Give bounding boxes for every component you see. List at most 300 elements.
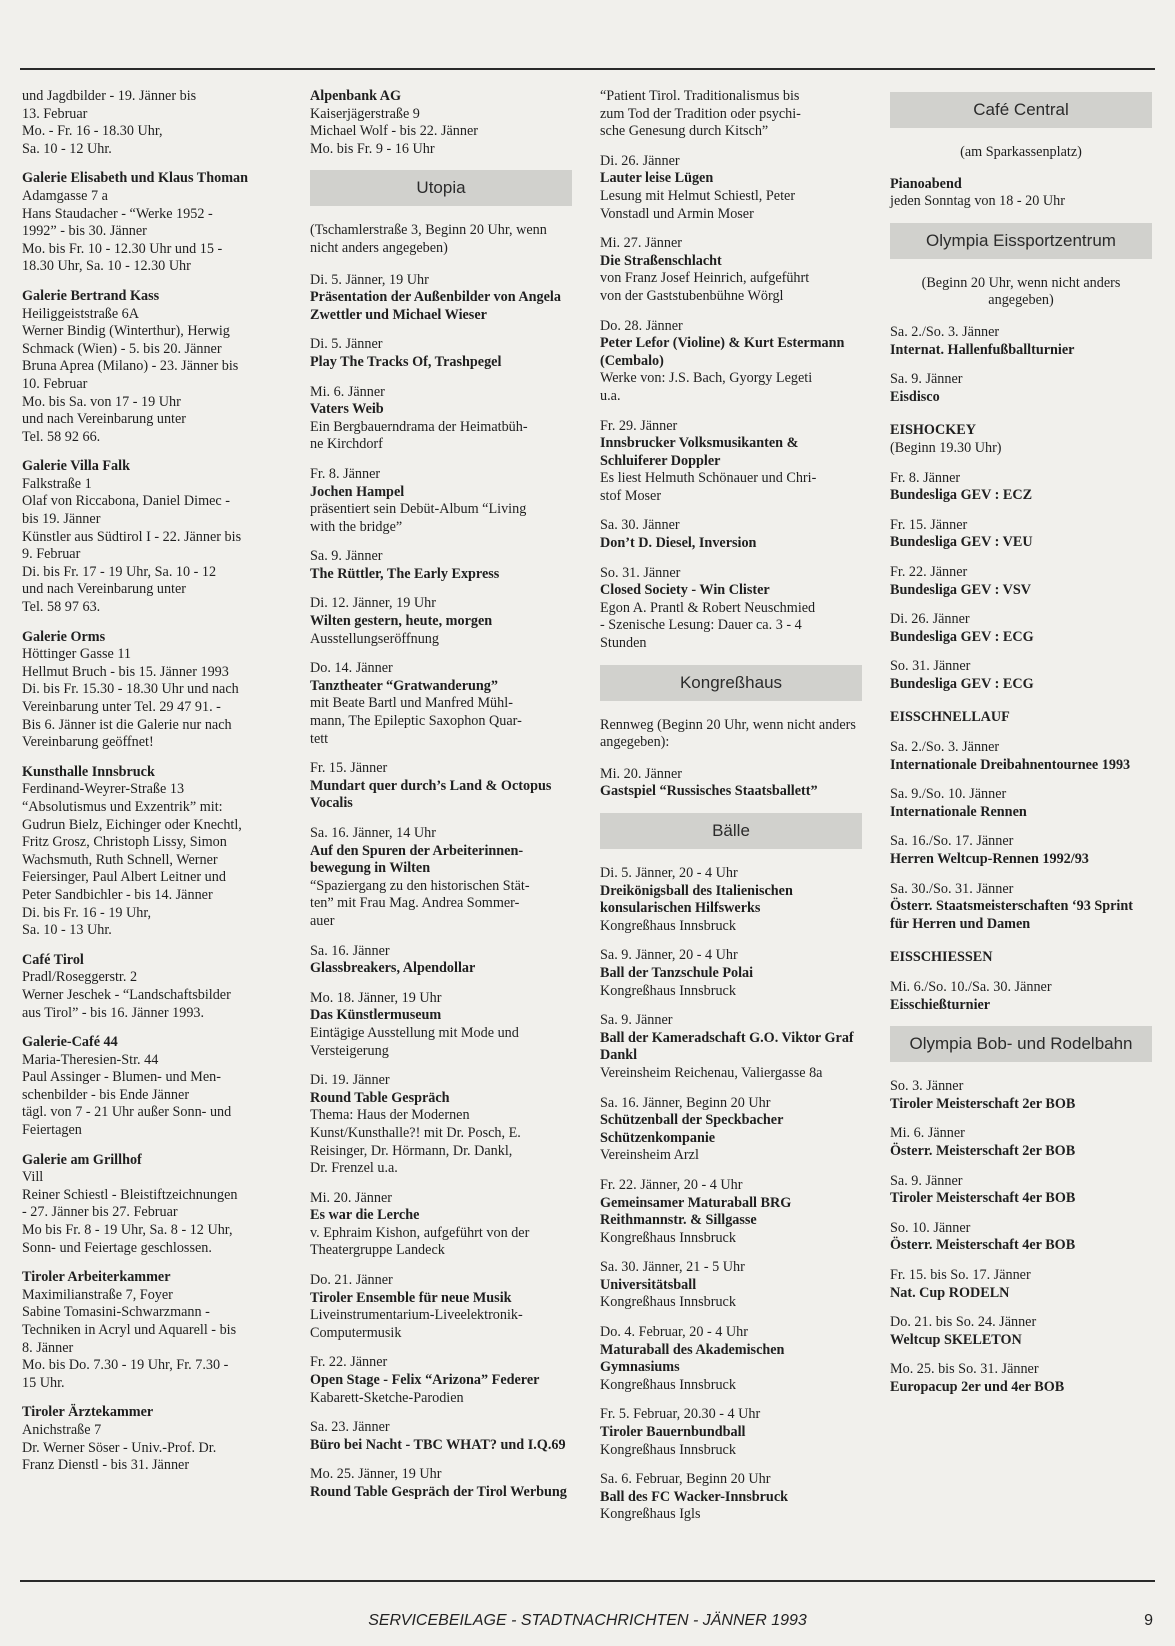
- column-utopia: [310, 88, 572, 1514]
- entry-line: Anichstraße 7: [22, 1421, 102, 1438]
- entry-title: Ball des FC Wacker-Innsbruck: [600, 1488, 789, 1505]
- entry-line: Künstler aus Südtirol I - 22. Jänner bis: [22, 528, 242, 545]
- entry-line: Kongreßhaus Innsbruck: [600, 1441, 736, 1458]
- entry-line: 1992” - bis 30. Jänner: [22, 223, 147, 240]
- entry-line: ten” mit Frau Mag. Andrea Sommer-: [310, 895, 520, 912]
- bottom-rule: [20, 1580, 1155, 1582]
- list-item: [600, 418, 862, 506]
- entry-title: Galerie Orms: [22, 628, 106, 645]
- entry-line: ne Kirchdorf: [310, 436, 383, 453]
- entry-line: Egon A. Prantl & Robert Neuschmied: [600, 599, 816, 616]
- entry-line: zum Tod der Tradition oder psychi-: [600, 105, 801, 122]
- list-item: [890, 979, 1152, 1014]
- list-item: [890, 1078, 1152, 1113]
- entry-date: Do. 4. Februar, 20 - 4 Uhr: [600, 1324, 748, 1341]
- section-header-utopia: Utopia: [310, 170, 572, 206]
- entry-line: Werke von: J.S. Bach, Gyorgy Legeti: [600, 370, 813, 387]
- entry-title: Präsentation der Außenbilder von Angela Zwettler und Michael Wieser: [310, 289, 561, 323]
- entry-title: Alpenbank AG: [310, 88, 402, 104]
- entry-title: Eisdisco: [890, 388, 940, 405]
- entry-line: Kongreßhaus Innsbruck: [600, 982, 736, 999]
- entry-title: Peter Lefor (Violine) & Kurt Estermann (Cembalo): [600, 335, 845, 369]
- entry-title: Dreikönigsball des Italienischen konsularischen Hilfswerks: [600, 882, 793, 917]
- column-kongress-baelle: [600, 88, 862, 1536]
- list-item: [310, 1072, 572, 1178]
- entry-line: schenbilder - bis Ende Jänner: [22, 1086, 190, 1103]
- entry-date: Fr. 22. Jänner, 20 - 4 Uhr: [600, 1176, 743, 1193]
- entry-line: 10. Februar: [22, 375, 88, 392]
- list-item: [890, 371, 1152, 406]
- list-item: [600, 1012, 862, 1082]
- entry-title: Innsbrucker Volksmusikanten & Schluiferer Doppler: [600, 435, 799, 469]
- entry-title: Bundesliga GEV : VEU: [890, 534, 1033, 551]
- entry-line: v. Ephraim Kishon, aufgeführt von der: [310, 1224, 530, 1241]
- entry-line: Mo. bis Do. 7.30 - 19 Uhr, Fr. 7.30 -: [22, 1357, 229, 1374]
- list-item: [22, 952, 284, 1022]
- entry-date: Sa. 2./So. 3. Jänner: [890, 739, 1000, 756]
- entry-title: Tiroler Bauernbundball: [600, 1424, 746, 1441]
- list-item: [890, 1361, 1152, 1396]
- entry-line: Peter Sandbichler - bis 14. Jänner: [22, 886, 213, 903]
- entry-line: sche Genesung durch Kitsch”: [600, 123, 769, 140]
- entry-date: Fr. 15. Jänner: [890, 516, 968, 533]
- list-item: [310, 1419, 572, 1454]
- entry-line: tägl. von 7 - 21 Uhr außer Sonn- und: [22, 1104, 232, 1121]
- entry-line: Michael Wolf - bis 22. Jänner: [310, 123, 479, 140]
- entry-title: Vaters Weib: [310, 401, 384, 418]
- entry-date: So. 10. Jänner: [890, 1219, 971, 1236]
- entry-title: Galerie Bertrand Kass: [22, 287, 160, 304]
- entry-line: Höttinger Gasse 11: [22, 646, 132, 663]
- list-item: [600, 1471, 862, 1524]
- entry-line: Vill: [22, 1169, 44, 1186]
- entry-line: auer: [310, 912, 335, 929]
- entry-date: Sa. 23. Jänner: [310, 1419, 390, 1436]
- list-item: [22, 88, 284, 158]
- entry-line: Feiertagen: [22, 1122, 82, 1139]
- entry-line: 15 Uhr.: [22, 1374, 65, 1391]
- entry-line: Liveinstrumentarium-Liveelektronik-: [310, 1307, 523, 1324]
- eishockey-note: (Beginn 19.30 Uhr): [890, 439, 1002, 456]
- entry-line: Sonn- und Feiertage geschlossen.: [22, 1239, 212, 1256]
- entry-line: - 27. Jänner bis 27. Februar: [22, 1204, 178, 1221]
- entry-date: Do. 28. Jänner: [600, 317, 683, 334]
- entry-line: von der Gaststubenbühne Wörgl: [600, 287, 784, 304]
- entry-title: Galerie Elisabeth und Klaus Thoman: [22, 170, 249, 187]
- entry-date: Sa. 16. Jänner, Beginn 20 Uhr: [600, 1094, 771, 1111]
- eisschiessen-title: EISSCHIESSEN: [890, 949, 993, 966]
- entry-line: Falkstraße 1: [22, 475, 92, 492]
- entry-date: Mo. 25. bis So. 31. Jänner: [890, 1361, 1039, 1378]
- entry-line: Stunden: [600, 635, 647, 652]
- entry-date: Sa. 9. Jänner: [310, 548, 383, 565]
- entry-title: Büro bei Nacht - TBC WHAT? und I.Q.69: [310, 1436, 566, 1453]
- entry-title: Jochen Hampel: [310, 483, 405, 500]
- entry-title: Gastspiel “Russisches Staatsballett”: [600, 783, 818, 800]
- entry-date: Do. 21. bis So. 24. Jänner: [890, 1314, 1037, 1331]
- footer-text: SERVICEBEILAGE - STADTNACHRICHTEN - JÄNNER 1993: [368, 1612, 807, 1629]
- entry-title: Mundart quer durch’s Land & Octopus Vocalis: [310, 777, 552, 812]
- entry-date: Fr. 8. Jänner: [310, 465, 381, 482]
- entry-line: und nach Vereinbarung unter: [22, 581, 187, 598]
- entry-title: Universitätsball: [600, 1276, 697, 1293]
- list-item: [22, 629, 284, 752]
- list-item: [890, 564, 1152, 599]
- list-item: [310, 1354, 572, 1407]
- entry-title: Österr. Meisterschaft 4er BOB: [890, 1237, 1076, 1254]
- entry-date: Mi. 6./So. 10./Sa. 30. Jänner: [890, 979, 1052, 995]
- list-item: [890, 739, 1152, 774]
- entry-title: Schützenball der Speckbacher Schützenkompanie: [600, 1112, 784, 1146]
- list-item: [310, 660, 572, 748]
- entry-line: Vereinsheim Reichenau, Valiergasse 8a: [600, 1064, 823, 1081]
- list-item: [890, 611, 1152, 646]
- entry-title: Round Table Gespräch: [310, 1089, 450, 1106]
- entry-line: 13. Februar: [22, 105, 88, 122]
- entry-line: Di. bis Fr. 17 - 19 Uhr, Sa. 10 - 12: [22, 563, 217, 580]
- list-item: [890, 1267, 1152, 1302]
- entry-line: Bruna Aprea (Milano) - 23. Jänner bis: [22, 358, 239, 375]
- list-item: [600, 766, 862, 801]
- entry-title: Lauter leise Lügen: [600, 170, 714, 187]
- entry-date: Sa. 6. Februar, Beginn 20 Uhr: [600, 1471, 771, 1488]
- entry-line: Sabine Tomasini-Schwarzmann -: [22, 1304, 210, 1321]
- entry-title: Tanztheater “Gratwanderung”: [310, 677, 498, 694]
- entry-date: Mi. 6. Jänner: [310, 383, 385, 400]
- entry-line: Reisinger, Dr. Hörmann, Dr. Dankl,: [310, 1142, 513, 1159]
- entry-line: Hellmut Bruch - bis 15. Jänner 1993: [22, 663, 229, 680]
- entry-line: 18.30 Uhr, Sa. 10 - 12.30 Uhr: [22, 258, 191, 275]
- entry-line: Kongreßhaus Innsbruck: [600, 1229, 736, 1246]
- entry-title: Closed Society - Win Clister: [600, 582, 770, 599]
- list-item: [600, 235, 862, 305]
- column-sport: [890, 88, 1152, 1409]
- entry-line: stof Moser: [600, 487, 662, 504]
- entry-line: Kaiserjägerstraße 9: [310, 105, 420, 122]
- list-item: [600, 1259, 862, 1312]
- entry-line: von Franz Josef Heinrich, aufgeführt: [600, 270, 810, 287]
- list-item: [600, 517, 862, 552]
- list-item: [890, 881, 1152, 934]
- list-item: [890, 1314, 1152, 1349]
- entry-line: Adamgasse 7 a: [22, 187, 108, 204]
- entry-title: Eisschießturnier: [890, 996, 991, 1013]
- entry-title: Es war die Lerche: [310, 1207, 420, 1224]
- entry-title: Kunsthalle Innsbruck: [22, 763, 155, 780]
- entry-title: Bundesliga GEV : VSV: [890, 581, 1032, 598]
- entry-date: Sa. 30. Jänner, 21 - 5 Uhr: [600, 1259, 745, 1276]
- entry-line: Werner Jeschek - “Landschaftsbilder: [22, 986, 231, 1003]
- entry-line: Sa. 10 - 13 Uhr.: [22, 922, 112, 939]
- list-item: [22, 764, 284, 940]
- entry-line: Di. bis Fr. 15.30 - 18.30 Uhr und nach: [22, 681, 239, 698]
- entry-date: Di. 19. Jänner: [310, 1072, 390, 1089]
- list-item: [310, 548, 572, 583]
- entry-title: Gemeinsamer Maturaball BRG Reithmannstr. & Sillgasse: [600, 1194, 792, 1229]
- entry-date: So. 31. Jänner: [890, 658, 971, 675]
- entry-date: Mi. 20. Jänner: [600, 765, 682, 782]
- entry-line: “Absolutismus und Exzentrik” mit:: [22, 798, 223, 815]
- entry-date: Sa. 9. Jänner, 20 - 4 Uhr: [600, 947, 738, 964]
- entry-title: Don’t D. Diesel, Inversion: [600, 535, 757, 552]
- list-item: [600, 1177, 862, 1247]
- entry-title: Open Stage - Felix “Arizona” Federer: [310, 1372, 540, 1389]
- kongress-note: Rennweg (Beginn 20 Uhr, wenn nicht anders angegeben):: [600, 716, 856, 751]
- list-item: [890, 833, 1152, 868]
- entry-title: The Rüttler, The Early Express: [310, 565, 500, 582]
- utopia-note: (Tschamlerstraße 3, Beginn 20 Uhr, wenn nicht anders angegeben): [310, 222, 547, 256]
- list-item: [310, 1190, 572, 1260]
- entry-title: Ball der Tanzschule Polai: [600, 964, 754, 981]
- entry-line: Heiliggeiststraße 6A: [22, 305, 140, 322]
- list-item: [600, 318, 862, 406]
- entry-title: Tiroler Arbeiterkammer: [22, 1269, 171, 1286]
- section-header-bob: Olympia Bob- und Rodelbahn: [890, 1026, 1152, 1062]
- entry-title: Bundesliga GEV : ECG: [890, 675, 1034, 692]
- list-item: [600, 865, 862, 935]
- entry-line: Ausstellungseröffnung: [310, 630, 439, 647]
- entry-line: Mo bis Fr. 8 - 19 Uhr, Sa. 8 - 12 Uhr,: [22, 1222, 233, 1239]
- entry-line: präsentiert sein Debüt-Album “Living: [310, 501, 527, 518]
- entry-title: Weltcup SKELETON: [890, 1331, 1022, 1348]
- list-item: [310, 272, 572, 325]
- entry-line: “Patient Tirol. Traditionalismus bis: [600, 88, 800, 104]
- list-item: [600, 153, 862, 223]
- entry-date: Fr. 22. Jänner: [310, 1354, 388, 1371]
- entry-line: Thema: Haus der Modernen: [310, 1107, 470, 1124]
- entry-title: Die Straßenschlacht: [600, 252, 722, 269]
- entry-title: Tiroler Ensemble für neue Musik: [310, 1289, 512, 1306]
- entry-line: Theatergruppe Landeck: [310, 1242, 445, 1259]
- entry-title: Bundesliga GEV : ECZ: [890, 487, 1033, 504]
- entry-line: Maria-Theresien-Str. 44: [22, 1051, 159, 1068]
- entry-date: So. 3. Jänner: [890, 1078, 964, 1095]
- list-item: [890, 470, 1152, 505]
- list-item: [600, 1095, 862, 1165]
- entry-title: Round Table Gespräch der Tirol Werbung: [310, 1484, 567, 1500]
- entry-date: Sa. 30. Jänner: [600, 517, 680, 534]
- entry-line: Bis 6. Jänner ist die Galerie nur nach: [22, 716, 232, 733]
- entry-line: Fritz Grosz, Christoph Lissy, Simon: [22, 834, 227, 851]
- entry-line: Kongreßhaus Innsbruck: [600, 1294, 736, 1311]
- entry-date: Sa. 16./So. 17. Jänner: [890, 833, 1014, 850]
- entry-line: Reiner Schiestl - Bleistiftzeichnungen: [22, 1186, 238, 1203]
- entry-line: Werner Bindig (Winterthur), Herwig: [22, 323, 230, 340]
- section-header-cafe-central: Café Central: [890, 92, 1152, 128]
- list-item: [22, 1152, 284, 1258]
- entry-line: 8. Jänner: [22, 1339, 74, 1356]
- entry-line: Tel. 58 92 66.: [22, 428, 101, 445]
- entry-title: Herren Weltcup-Rennen 1992/93: [890, 851, 1089, 868]
- entry-line: Vereinbarung unter Tel. 29 47 91. -: [22, 699, 221, 715]
- top-rule: [20, 68, 1155, 70]
- entry-line: Dr. Frenzel u.a.: [310, 1160, 398, 1177]
- entry-date: Sa. 9. Jänner: [890, 371, 963, 388]
- entry-line: Feiersinger, Paul Albert Leitner und: [22, 869, 226, 886]
- entry-line: Es liest Helmuth Schönauer und Chri-: [600, 470, 817, 487]
- entry-line: Schmack (Wien) - 5. bis 20. Jänner: [22, 340, 222, 357]
- list-item: [310, 595, 572, 648]
- entry-title: Wilten gestern, heute, morgen: [310, 613, 493, 630]
- entry-line: Franz Dienstl - bis 31. Jänner: [22, 1457, 190, 1474]
- entry-date: Sa. 16. Jänner: [310, 942, 390, 959]
- entry-line: Mo. bis Fr. 9 - 16 Uhr: [310, 140, 435, 157]
- entry-title: Galerie-Café 44: [22, 1034, 118, 1051]
- entry-line: Kunst/Kunsthalle?! mit Dr. Posch, E.: [310, 1124, 521, 1141]
- list-item: [310, 1272, 572, 1342]
- page-number: 9: [1144, 1612, 1153, 1629]
- list-item: [310, 943, 572, 978]
- entry-date: Fr. 5. Februar, 20.30 - 4 Uhr: [600, 1406, 761, 1423]
- entry-line: mit Beate Bartl und Manfred Mühl-: [310, 695, 513, 712]
- list-item: [22, 458, 284, 616]
- section-header-baelle: Bälle: [600, 813, 862, 849]
- entry-date: Do. 14. Jänner: [310, 660, 393, 677]
- entry-line: Maximilianstraße 7, Foyer: [22, 1286, 173, 1303]
- entry-line: Pradl/Roseggerstr. 2: [22, 969, 138, 986]
- entry-date: Fr. 22. Jänner: [890, 563, 968, 580]
- list-item: [890, 1173, 1152, 1208]
- entry-date: So. 31. Jänner: [600, 564, 681, 581]
- entry-title: Europacup 2er und 4er BOB: [890, 1378, 1065, 1395]
- entry-line: Wachsmuth, Ruth Schnell, Werner: [22, 851, 218, 868]
- entry-title: Nat. Cup RODELN: [890, 1284, 1010, 1301]
- entry-date: Sa. 2./So. 3. Jänner: [890, 323, 1000, 340]
- entry-title: Glassbreakers, Alpendollar: [310, 960, 476, 977]
- entry-date: Sa. 16. Jänner, 14 Uhr: [310, 825, 436, 841]
- list-item: [22, 170, 284, 276]
- entry-title: Maturaball des Akademischen Gymnasiums: [600, 1341, 785, 1376]
- entry-title: Auf den Spuren der Arbeiterinnen-bewegung in Wilten: [310, 842, 524, 877]
- list-item: [890, 517, 1152, 552]
- entry-line: Paul Assinger - Blumen- und Men-: [22, 1069, 221, 1086]
- list-item: [22, 1269, 284, 1392]
- entry-date: Mo. 18. Jänner, 19 Uhr: [310, 989, 442, 1006]
- entry-title: Galerie am Grillhof: [22, 1151, 142, 1168]
- entry-title: Tiroler Meisterschaft 2er BOB: [890, 1095, 1076, 1112]
- entry-line: tett: [310, 730, 329, 747]
- entry-title: Österr. Meisterschaft 2er BOB: [890, 1142, 1076, 1159]
- entry-title: Bundesliga GEV : ECG: [890, 628, 1034, 645]
- entry-date: Di. 26. Jänner: [600, 152, 680, 169]
- entry-line: Computermusik: [310, 1324, 402, 1341]
- section-header-kongress: Kongreßhaus: [600, 665, 862, 701]
- entry-line: Mo. bis Sa. von 17 - 19 Uhr: [22, 393, 181, 410]
- column-galleries: [22, 88, 284, 1487]
- entry-line: Sa. 10 - 12 Uhr.: [22, 140, 112, 157]
- list-item: [890, 658, 1152, 693]
- entry-date: Fr. 8. Jänner: [890, 469, 961, 486]
- entry-line: Kongreßhaus Igls: [600, 1506, 701, 1523]
- list-item: [600, 565, 862, 653]
- entry-line: und nach Vereinbarung unter: [22, 411, 187, 428]
- entry-line: Kongreßhaus Innsbruck: [600, 1376, 736, 1393]
- list-item: [310, 1466, 572, 1501]
- list-item: [310, 760, 572, 813]
- entry-date: Sa. 9. Jänner: [600, 1012, 673, 1029]
- entry-date: Sa. 9./So. 10. Jänner: [890, 786, 1007, 803]
- entry-title: Play The Tracks Of, Trashpegel: [310, 353, 502, 370]
- entry-title: Internationale Dreibahnentournee 1993: [890, 756, 1131, 773]
- list-item: [890, 176, 1152, 211]
- entry-date: Di. 5. Jänner, 19 Uhr: [310, 271, 429, 288]
- olympia-note: (Beginn 20 Uhr, wenn nicht anders angegeben): [921, 274, 1121, 309]
- entry-line: Vereinbarung geöffnet!: [22, 734, 154, 751]
- entry-line: with the bridge”: [310, 518, 403, 535]
- list-item: [310, 384, 572, 454]
- entry-line: Di. bis Fr. 16 - 19 Uhr,: [22, 904, 152, 921]
- entry-line: Ferdinand-Weyrer-Straße 13: [22, 781, 185, 798]
- entry-date: Mi. 27. Jänner: [600, 235, 682, 252]
- entry-line: bis 19. Jänner: [22, 511, 101, 528]
- entry-date: Sa. 30./So. 31. Jänner: [890, 880, 1014, 897]
- entry-title: Tiroler Ärztekammer: [22, 1404, 154, 1421]
- list-item: [600, 88, 862, 141]
- entry-line: Tel. 58 97 63.: [22, 599, 101, 616]
- list-item: [600, 1406, 862, 1459]
- list-item: [22, 1404, 284, 1474]
- entry-line: “Spaziergang zu den historischen Stät-: [310, 877, 530, 894]
- entry-line: und Jagdbilder - 19. Jänner bis: [22, 88, 197, 104]
- entry-line: Mo. - Fr. 16 - 18.30 Uhr,: [22, 123, 163, 140]
- entry-date: Mi. 20. Jänner: [310, 1189, 392, 1206]
- entry-title: Tiroler Meisterschaft 4er BOB: [890, 1190, 1076, 1207]
- entry-date: Di. 26. Jänner: [890, 611, 970, 628]
- entry-date: Di. 12. Jänner, 19 Uhr: [310, 595, 436, 612]
- entry-line: Vonstadl und Armin Moser: [600, 205, 754, 222]
- list-item: [310, 88, 572, 158]
- list-item: [890, 786, 1152, 821]
- entry-title: Internationale Rennen: [890, 803, 1027, 820]
- entry-line: Vereinsheim Arzl: [600, 1147, 699, 1164]
- entry-line: Gudrun Bielz, Eichinger oder Knechtl,: [22, 816, 242, 833]
- list-item: [600, 947, 862, 1000]
- cafe-note: (am Sparkassenplatz): [960, 144, 1082, 160]
- list-item: [600, 1324, 862, 1394]
- entry-date: Di. 5. Jänner, 20 - 4 Uhr: [600, 865, 738, 881]
- list-item: [310, 990, 572, 1060]
- entry-line: Mo. bis Fr. 10 - 12.30 Uhr und 15 -: [22, 240, 223, 257]
- entry-title: Ball der Kameradschaft G.O. Viktor Graf Dankl: [600, 1029, 854, 1064]
- entry-date: Fr. 15. Jänner: [310, 760, 388, 777]
- entry-line: Kabarett-Sketche-Parodien: [310, 1389, 464, 1406]
- entry-line: Olaf von Riccabona, Daniel Dimec -: [22, 493, 231, 510]
- entry-title: Österr. Staatsmeisterschaften ‘93 Sprint für Herren und Damen: [890, 898, 1133, 932]
- entry-line: aus Tirol” - bis 16. Jänner 1993.: [22, 1004, 205, 1021]
- entry-title: Galerie Villa Falk: [22, 458, 130, 475]
- entry-line: Hans Staudacher - “Werke 1952 -: [22, 205, 213, 222]
- entry-title: Café Tirol: [22, 951, 84, 968]
- entry-date: Fr. 29. Jänner: [600, 417, 678, 434]
- entry-date: Mo. 25. Jänner, 19 Uhr: [310, 1466, 442, 1483]
- entry-line: Kongreßhaus Innsbruck: [600, 917, 736, 934]
- eishockey-title: EISHOCKEY: [890, 422, 976, 439]
- entry-line: u.a.: [600, 387, 621, 404]
- eisschnelllauf-title: EISSCHNELLAUF: [890, 709, 1010, 726]
- entry-line: 9. Februar: [22, 546, 81, 563]
- entry-line: Ein Bergbauerndrama der Heimatbüh-: [310, 418, 528, 435]
- entry-line: Versteigerung: [310, 1042, 389, 1059]
- list-item: [310, 336, 572, 371]
- section-header-olympia: Olympia Eissportzentrum: [890, 223, 1152, 259]
- entry-line: Dr. Werner Söser - Univ.-Prof. Dr.: [22, 1439, 217, 1456]
- entry-line: jeden Sonntag von 18 - 20 Uhr: [890, 193, 1065, 210]
- list-item: [310, 466, 572, 536]
- entry-line: Techniken in Acryl und Aquarell - bis: [22, 1322, 237, 1338]
- entry-date: Sa. 9. Jänner: [890, 1172, 963, 1189]
- entry-title: Internat. Hallenfußballturnier: [890, 341, 1075, 358]
- entry-title: Das Künstlermuseum: [310, 1007, 442, 1024]
